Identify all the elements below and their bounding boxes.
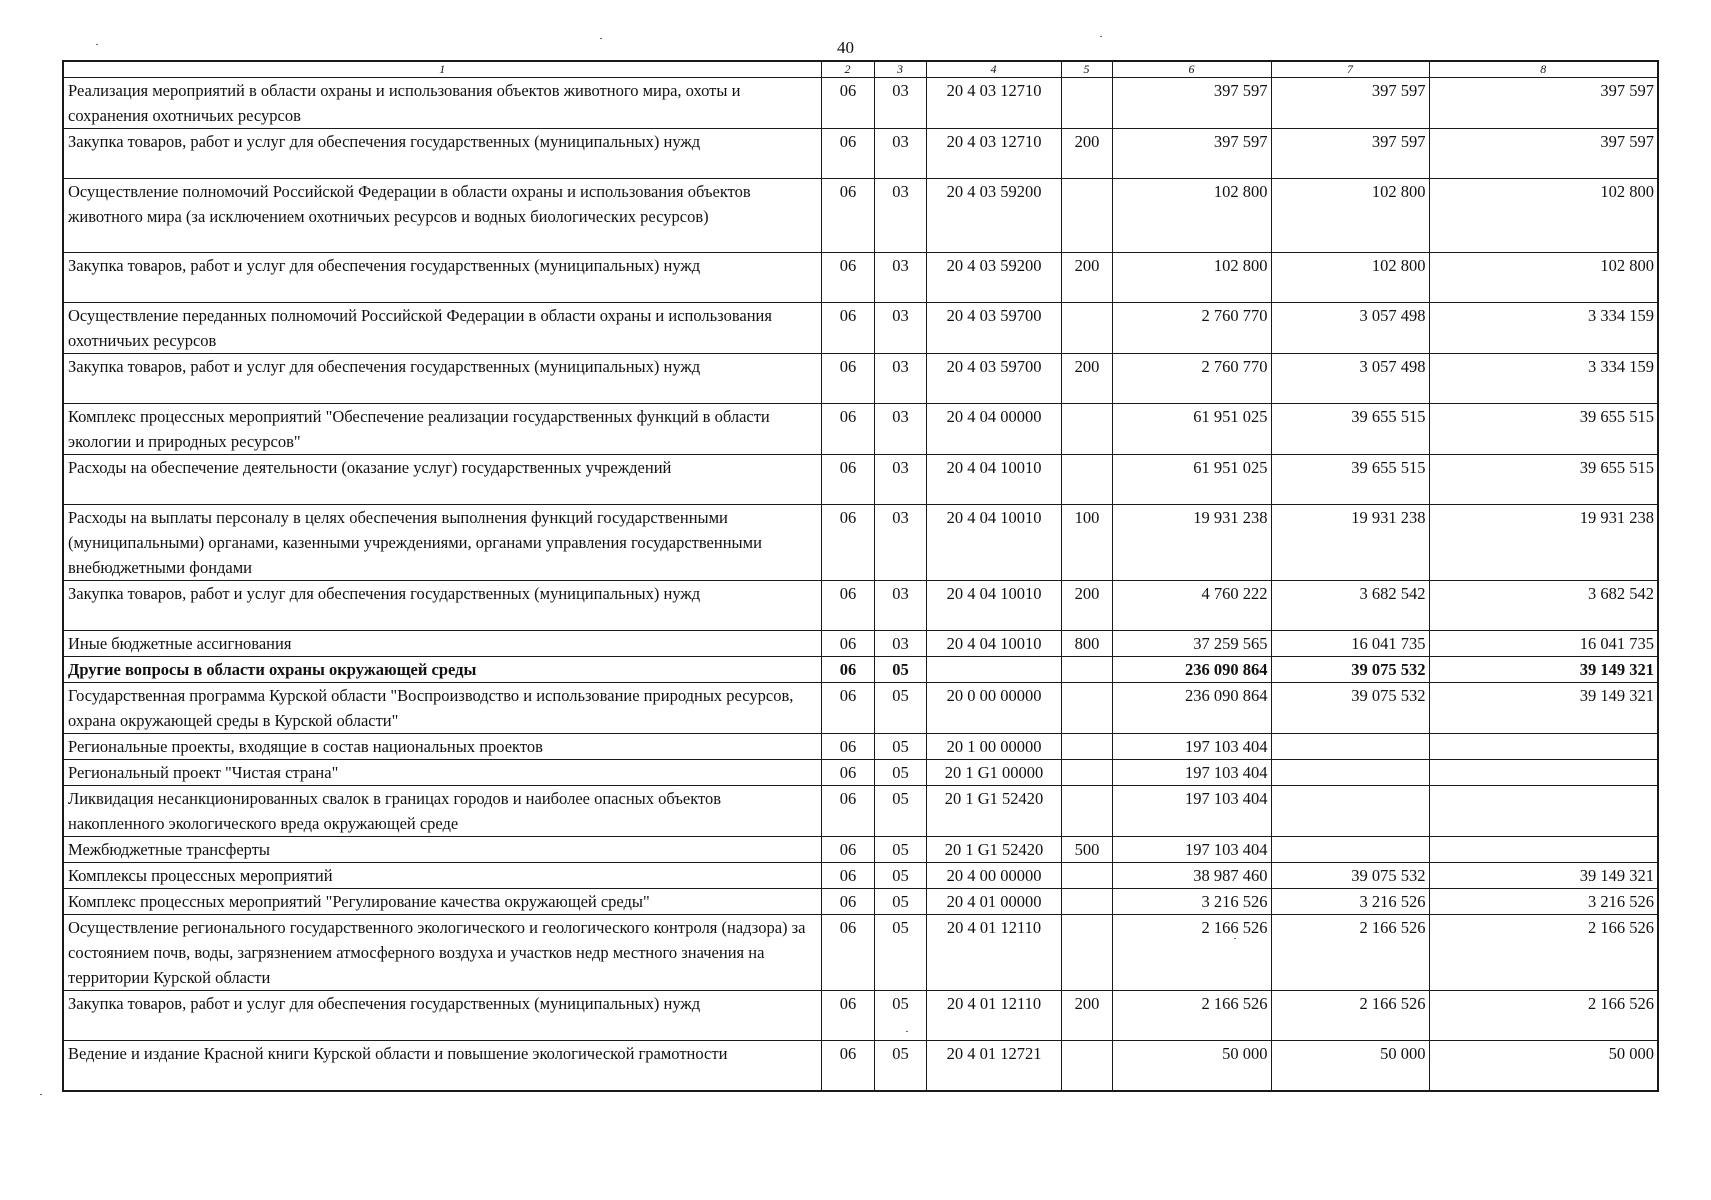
- cell-section: 06: [821, 303, 874, 354]
- cell-amount-col7: [1271, 786, 1429, 837]
- cell-amount-col8: 39 655 515: [1429, 455, 1658, 505]
- cell-expense-type: 800: [1061, 631, 1112, 657]
- cell-amount-col7: 16 041 735: [1271, 631, 1429, 657]
- cell-target-article: 20 4 01 12721: [926, 1041, 1061, 1092]
- cell-expense-type: [1061, 1041, 1112, 1092]
- table-row: [63, 404, 1658, 455]
- cell-subsection: 03: [874, 505, 926, 581]
- cell-amount-col6: 19 931 238: [1112, 505, 1271, 581]
- header-col-3: 3: [874, 61, 926, 78]
- cell-amount-col6: 397 597: [1112, 129, 1271, 179]
- cell-amount-col8: 39 149 321: [1429, 863, 1658, 889]
- cell-subsection: 05: [874, 683, 926, 734]
- table-row: [63, 581, 1658, 631]
- budget-table: [62, 60, 1659, 1092]
- cell-name: Межбюджетные трансферты: [63, 837, 821, 863]
- cell-target-article: 20 1 G1 52420: [926, 837, 1061, 863]
- cell-name: Региональные проекты, входящие в состав национальных проектов: [63, 734, 821, 760]
- cell-name: Осуществление переданных полномочий Российской Федерации в области охраны и использования охотничьих ресурсов: [63, 303, 821, 354]
- cell-expense-type: 500: [1061, 837, 1112, 863]
- cell-amount-col7: 3 682 542: [1271, 581, 1429, 631]
- table-row: [63, 657, 1658, 683]
- cell-name: Другие вопросы в области охраны окружающей среды: [63, 657, 821, 683]
- cell-subsection: 05: [874, 915, 926, 991]
- cell-amount-col6: 397 597: [1112, 78, 1271, 129]
- cell-subsection: 03: [874, 253, 926, 303]
- cell-target-article: 20 4 04 00000: [926, 404, 1061, 455]
- cell-amount-col8: 2 166 526: [1429, 991, 1658, 1041]
- cell-name: Закупка товаров, работ и услуг для обеспечения государственных (муниципальных) нужд: [63, 129, 821, 179]
- cell-amount-col6: 2 166 526: [1112, 915, 1271, 991]
- cell-target-article: 20 4 03 59200: [926, 253, 1061, 303]
- cell-amount-col8: 3 334 159: [1429, 303, 1658, 354]
- cell-amount-col8: 102 800: [1429, 253, 1658, 303]
- cell-amount-col6: 2 166 526: [1112, 991, 1271, 1041]
- cell-subsection: 05: [874, 734, 926, 760]
- cell-amount-col7: 102 800: [1271, 179, 1429, 253]
- cell-amount-col7: 102 800: [1271, 253, 1429, 303]
- cell-amount-col6: 2 760 770: [1112, 303, 1271, 354]
- cell-amount-col6: 197 103 404: [1112, 734, 1271, 760]
- header-row: [63, 61, 1658, 78]
- cell-amount-col8: 397 597: [1429, 78, 1658, 129]
- cell-target-article: 20 1 G1 00000: [926, 760, 1061, 786]
- cell-section: 06: [821, 863, 874, 889]
- cell-name: Государственная программа Курской области "Воспроизводство и использование природных ресурсов, охрана окружающей среды в Курской области": [63, 683, 821, 734]
- cell-amount-col7: 39 075 532: [1271, 657, 1429, 683]
- cell-expense-type: [1061, 683, 1112, 734]
- cell-amount-col8: 19 931 238: [1429, 505, 1658, 581]
- cell-amount-col6: 38 987 460: [1112, 863, 1271, 889]
- header-col-4: 4: [926, 61, 1061, 78]
- cell-section: 06: [821, 734, 874, 760]
- cell-amount-col7: 39 075 532: [1271, 863, 1429, 889]
- cell-name: Расходы на обеспечение деятельности (оказание услуг) государственных учреждений: [63, 455, 821, 505]
- cell-amount-col7: 19 931 238: [1271, 505, 1429, 581]
- cell-amount-col7: 39 655 515: [1271, 455, 1429, 505]
- cell-section: 06: [821, 179, 874, 253]
- cell-subsection: 03: [874, 404, 926, 455]
- table-row: [63, 179, 1658, 253]
- cell-amount-col7: 3 057 498: [1271, 354, 1429, 404]
- cell-amount-col7: 2 166 526: [1271, 991, 1429, 1041]
- table-row: [63, 354, 1658, 404]
- cell-section: 06: [821, 505, 874, 581]
- cell-amount-col6: 2 760 770: [1112, 354, 1271, 404]
- cell-amount-col7: [1271, 760, 1429, 786]
- cell-amount-col8: [1429, 734, 1658, 760]
- cell-subsection: 05: [874, 657, 926, 683]
- cell-amount-col8: [1429, 786, 1658, 837]
- cell-amount-col8: 39 655 515: [1429, 404, 1658, 455]
- cell-target-article: 20 4 04 10010: [926, 581, 1061, 631]
- cell-name: Осуществление полномочий Российской Федерации в области охраны и использования объектов животного мира (за исключением охотничьих ресурсов и водных биологических ресурсов): [63, 179, 821, 253]
- cell-amount-col6: 236 090 864: [1112, 657, 1271, 683]
- cell-amount-col7: 397 597: [1271, 78, 1429, 129]
- cell-name: Осуществление регионального государственного экологического и геологического контроля (надзора) за состоянием почв, воды, загрязнением атмосферного воздуха и участков недр местного значения на территории Курской области: [63, 915, 821, 991]
- table-row: [63, 786, 1658, 837]
- cell-name: Ликвидация несанкционированных свалок в границах городов и наиболее опасных объектов накопленного экологического вреда окружающей среде: [63, 786, 821, 837]
- cell-target-article: 20 4 04 10010: [926, 631, 1061, 657]
- header-col-7: 7: [1271, 61, 1429, 78]
- header-col-6: 6: [1112, 61, 1271, 78]
- cell-amount-col6: 102 800: [1112, 179, 1271, 253]
- cell-amount-col7: [1271, 837, 1429, 863]
- cell-subsection: 03: [874, 129, 926, 179]
- cell-target-article: 20 4 01 12110: [926, 991, 1061, 1041]
- cell-section: 06: [821, 889, 874, 915]
- cell-name: Закупка товаров, работ и услуг для обеспечения государственных (муниципальных) нужд: [63, 253, 821, 303]
- cell-section: 06: [821, 78, 874, 129]
- cell-name: Комплексы процессных мероприятий: [63, 863, 821, 889]
- table-row: [63, 129, 1658, 179]
- table-row: [63, 253, 1658, 303]
- cell-amount-col8: 3 682 542: [1429, 581, 1658, 631]
- cell-amount-col6: 61 951 025: [1112, 455, 1271, 505]
- cell-expense-type: [1061, 786, 1112, 837]
- cell-section: 06: [821, 915, 874, 991]
- header-col-2: 2: [821, 61, 874, 78]
- cell-section: 06: [821, 760, 874, 786]
- cell-subsection: 03: [874, 303, 926, 354]
- cell-section: 06: [821, 683, 874, 734]
- table-body: [63, 78, 1658, 1092]
- page-number: 40: [837, 38, 854, 57]
- cell-amount-col7: 3 216 526: [1271, 889, 1429, 915]
- table-row: [63, 303, 1658, 354]
- cell-expense-type: [1061, 404, 1112, 455]
- table-row: [63, 889, 1658, 915]
- cell-name: Иные бюджетные ассигнования: [63, 631, 821, 657]
- cell-subsection: 05: [874, 991, 926, 1041]
- cell-amount-col8: 3 334 159: [1429, 354, 1658, 404]
- cell-name: Комплекс процессных мероприятий "Обеспечение реализации государственных функций в области экологии и природных ресурсов": [63, 404, 821, 455]
- cell-amount-col7: 50 000: [1271, 1041, 1429, 1092]
- cell-amount-col7: 39 075 532: [1271, 683, 1429, 734]
- cell-expense-type: [1061, 657, 1112, 683]
- cell-name: Комплекс процессных мероприятий "Регулирование качества окружающей среды": [63, 889, 821, 915]
- cell-amount-col7: 3 057 498: [1271, 303, 1429, 354]
- table-row: [63, 991, 1658, 1041]
- cell-amount-col6: 197 103 404: [1112, 786, 1271, 837]
- cell-subsection: 03: [874, 631, 926, 657]
- cell-target-article: 20 4 03 59700: [926, 354, 1061, 404]
- cell-amount-col8: 39 149 321: [1429, 657, 1658, 683]
- cell-name: Региональный проект "Чистая страна": [63, 760, 821, 786]
- cell-subsection: 05: [874, 760, 926, 786]
- cell-subsection: 05: [874, 889, 926, 915]
- cell-amount-col8: 3 216 526: [1429, 889, 1658, 915]
- cell-expense-type: [1061, 179, 1112, 253]
- table-row: [63, 455, 1658, 505]
- cell-expense-type: 200: [1061, 991, 1112, 1041]
- cell-target-article: 20 4 03 59200: [926, 179, 1061, 253]
- cell-target-article: 20 4 00 00000: [926, 863, 1061, 889]
- cell-amount-col6: 61 951 025: [1112, 404, 1271, 455]
- cell-amount-col8: 16 041 735: [1429, 631, 1658, 657]
- cell-expense-type: [1061, 734, 1112, 760]
- cell-expense-type: 200: [1061, 129, 1112, 179]
- cell-target-article: 20 4 04 10010: [926, 455, 1061, 505]
- table-row: [63, 78, 1658, 129]
- cell-section: 06: [821, 991, 874, 1041]
- cell-target-article: 20 4 01 12110: [926, 915, 1061, 991]
- cell-amount-col6: 197 103 404: [1112, 837, 1271, 863]
- cell-section: 06: [821, 455, 874, 505]
- cell-expense-type: 200: [1061, 581, 1112, 631]
- cell-amount-col8: 50 000: [1429, 1041, 1658, 1092]
- cell-target-article: 20 0 00 00000: [926, 683, 1061, 734]
- cell-amount-col6: 236 090 864: [1112, 683, 1271, 734]
- cell-subsection: 05: [874, 863, 926, 889]
- cell-expense-type: [1061, 863, 1112, 889]
- cell-expense-type: 200: [1061, 253, 1112, 303]
- cell-amount-col6: 3 216 526: [1112, 889, 1271, 915]
- cell-section: 06: [821, 657, 874, 683]
- cell-amount-col6: 4 760 222: [1112, 581, 1271, 631]
- cell-amount-col7: 39 655 515: [1271, 404, 1429, 455]
- cell-subsection: 03: [874, 354, 926, 404]
- cell-expense-type: [1061, 760, 1112, 786]
- cell-expense-type: [1061, 303, 1112, 354]
- cell-subsection: 05: [874, 786, 926, 837]
- cell-target-article: [926, 657, 1061, 683]
- cell-name: Ведение и издание Красной книги Курской области и повышение экологической грамотности: [63, 1041, 821, 1092]
- cell-amount-col8: [1429, 760, 1658, 786]
- cell-expense-type: [1061, 78, 1112, 129]
- cell-expense-type: 100: [1061, 505, 1112, 581]
- cell-target-article: 20 4 04 10010: [926, 505, 1061, 581]
- cell-section: 06: [821, 786, 874, 837]
- cell-amount-col6: 197 103 404: [1112, 760, 1271, 786]
- header-col-8: 8: [1429, 61, 1658, 78]
- cell-section: 06: [821, 631, 874, 657]
- cell-expense-type: [1061, 889, 1112, 915]
- cell-name: Закупка товаров, работ и услуг для обеспечения государственных (муниципальных) нужд: [63, 354, 821, 404]
- cell-subsection: 05: [874, 1041, 926, 1092]
- cell-amount-col7: 397 597: [1271, 129, 1429, 179]
- cell-section: 06: [821, 404, 874, 455]
- cell-section: 06: [821, 1041, 874, 1092]
- table-row: [63, 631, 1658, 657]
- cell-amount-col6: 50 000: [1112, 1041, 1271, 1092]
- cell-section: 06: [821, 354, 874, 404]
- cell-section: 06: [821, 837, 874, 863]
- cell-target-article: 20 1 00 00000: [926, 734, 1061, 760]
- cell-subsection: 03: [874, 78, 926, 129]
- cell-target-article: 20 4 03 12710: [926, 129, 1061, 179]
- cell-subsection: 03: [874, 581, 926, 631]
- header-col-5: 5: [1061, 61, 1112, 78]
- cell-name: Реализация мероприятий в области охраны и использования объектов животного мира, охоты и сохранения охотничьих ресурсов: [63, 78, 821, 129]
- table-row: [63, 863, 1658, 889]
- cell-target-article: 20 1 G1 52420: [926, 786, 1061, 837]
- cell-amount-col6: 102 800: [1112, 253, 1271, 303]
- cell-section: 06: [821, 253, 874, 303]
- table-row: [63, 1041, 1658, 1092]
- cell-name: Закупка товаров, работ и услуг для обеспечения государственных (муниципальных) нужд: [63, 581, 821, 631]
- cell-section: 06: [821, 581, 874, 631]
- cell-amount-col6: 37 259 565: [1112, 631, 1271, 657]
- cell-amount-col8: 39 149 321: [1429, 683, 1658, 734]
- header-col-1: 1: [63, 61, 821, 78]
- table-row: [63, 760, 1658, 786]
- cell-amount-col8: 2 166 526: [1429, 915, 1658, 991]
- cell-name: Закупка товаров, работ и услуг для обеспечения государственных (муниципальных) нужд: [63, 991, 821, 1041]
- cell-amount-col7: [1271, 734, 1429, 760]
- cell-expense-type: 200: [1061, 354, 1112, 404]
- table-row: [63, 915, 1658, 991]
- table-row: [63, 505, 1658, 581]
- table-row: [63, 837, 1658, 863]
- table-row: [63, 683, 1658, 734]
- cell-target-article: 20 4 03 59700: [926, 303, 1061, 354]
- cell-target-article: 20 4 03 12710: [926, 78, 1061, 129]
- cell-expense-type: [1061, 455, 1112, 505]
- cell-name: Расходы на выплаты персоналу в целях обеспечения выполнения функций государственными (муниципальными) органами, казенными учреждениями, органами управления государственными внебюджетными фондами: [63, 505, 821, 581]
- cell-amount-col7: 2 166 526: [1271, 915, 1429, 991]
- cell-subsection: 05: [874, 837, 926, 863]
- cell-expense-type: [1061, 915, 1112, 991]
- cell-amount-col8: 102 800: [1429, 179, 1658, 253]
- cell-amount-col8: [1429, 837, 1658, 863]
- cell-subsection: 03: [874, 455, 926, 505]
- cell-section: 06: [821, 129, 874, 179]
- cell-amount-col8: 397 597: [1429, 129, 1658, 179]
- cell-subsection: 03: [874, 179, 926, 253]
- cell-target-article: 20 4 01 00000: [926, 889, 1061, 915]
- table-row: [63, 734, 1658, 760]
